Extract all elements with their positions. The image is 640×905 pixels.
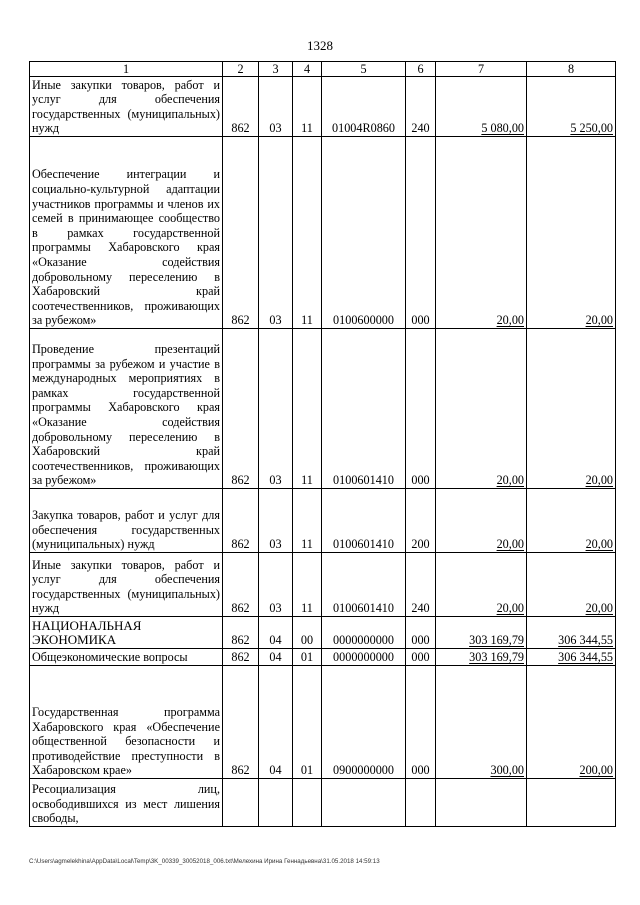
page-number: 1328	[307, 38, 333, 53]
table-row	[30, 489, 616, 553]
col-header-7: 7	[436, 62, 527, 77]
row-section: 04	[259, 666, 293, 779]
col-header-2: 2	[223, 62, 259, 77]
row-target-code: 0100601410	[322, 489, 406, 553]
row-subsection: 01	[293, 649, 322, 666]
row-name: Общеэкономические вопросы	[30, 649, 223, 666]
col-header-5: 5	[322, 62, 406, 77]
row-sum-2019: 20,00	[436, 489, 527, 553]
row-admin-code: 862	[223, 489, 259, 553]
row-name: Государственная программа Хабаровского края «Обеспечение общественной безопасности и противодействие преступности в Хабаровском крае»	[30, 666, 223, 779]
row-name: Обеспечение интеграции и социально-культурной адаптации участников программы и членов их семей в принимающее сообщество в рамках государственной программы Хабаровского края «Оказание содействия добровольному переселению в Хабаровский край соотечественников, проживающих за рубежом»	[30, 137, 223, 329]
row-target-code: 0900000000	[322, 666, 406, 779]
row-subsection: 00	[293, 617, 322, 649]
col-header-3: 3	[259, 62, 293, 77]
row-section: 03	[259, 329, 293, 489]
row-name: Иные закупки товаров, работ и услуг для обеспечения государственных (муниципальных) нужд	[30, 553, 223, 617]
row-expense-type	[406, 779, 436, 827]
row-sum-2020: 200,00	[527, 666, 616, 779]
row-admin-code: 862	[223, 649, 259, 666]
row-section: 04	[259, 617, 293, 649]
row-admin-code: 862	[223, 137, 259, 329]
row-sum-2020: 20,00	[527, 329, 616, 489]
row-target-code: 01004R0860	[322, 77, 406, 137]
budget-table	[29, 61, 616, 827]
row-sum-2019: 300,00	[436, 666, 527, 779]
row-section: 04	[259, 649, 293, 666]
row-subsection: 01	[293, 666, 322, 779]
row-target-code	[322, 779, 406, 827]
row-expense-type: 000	[406, 649, 436, 666]
row-admin-code: 862	[223, 553, 259, 617]
row-target-code: 0100601410	[322, 553, 406, 617]
row-name: Иные закупки товаров, работ и услуг для обеспечения государственных (муниципальных) нужд	[30, 77, 223, 137]
row-expense-type: 000	[406, 137, 436, 329]
row-expense-type: 000	[406, 329, 436, 489]
row-sum-2020: 20,00	[527, 553, 616, 617]
row-sum-2020	[527, 779, 616, 827]
row-subsection	[293, 779, 322, 827]
row-sum-2020: 20,00	[527, 137, 616, 329]
row-name: Закупка товаров, работ и услуг для обеспечения государственных (муниципальных) нужд	[30, 489, 223, 553]
table-row	[30, 779, 616, 827]
row-sum-2020: 306 344,55	[527, 617, 616, 649]
row-expense-type: 200	[406, 489, 436, 553]
row-target-code: 0100600000	[322, 137, 406, 329]
row-sum-2019: 303 169,79	[436, 617, 527, 649]
col-header-8: 8	[527, 62, 616, 77]
row-section: 03	[259, 489, 293, 553]
row-sum-2020: 5 250,00	[527, 77, 616, 137]
col-header-4: 4	[293, 62, 322, 77]
row-expense-type: 000	[406, 617, 436, 649]
file-path-footer: C:\Users\agmelekhina\AppData\Local\Temp\3K_00339_30052018_006.txt\Мелехина Ирина Геннадьевна\31.05.2018 14:59:13	[29, 858, 380, 865]
row-admin-code: 862	[223, 666, 259, 779]
row-name: НАЦИОНАЛЬНАЯ ЭКОНОМИКА	[30, 617, 223, 649]
row-admin-code: 862	[223, 77, 259, 137]
row-section	[259, 779, 293, 827]
row-admin-code: 862	[223, 617, 259, 649]
col-header-6: 6	[406, 62, 436, 77]
table-row	[30, 617, 616, 649]
table-row	[30, 77, 616, 137]
row-name: Ресоциализация лиц, освободившихся из мест лишения свободы,	[30, 779, 223, 827]
row-sum-2019	[436, 779, 527, 827]
row-sum-2019: 20,00	[436, 329, 527, 489]
row-sum-2019: 20,00	[436, 553, 527, 617]
row-target-code: 0000000000	[322, 617, 406, 649]
row-sum-2019: 5 080,00	[436, 77, 527, 137]
row-section: 03	[259, 553, 293, 617]
row-target-code: 0000000000	[322, 649, 406, 666]
row-subsection: 11	[293, 489, 322, 553]
row-section: 03	[259, 77, 293, 137]
row-target-code: 0100601410	[322, 329, 406, 489]
row-sum-2020: 20,00	[527, 489, 616, 553]
row-admin-code	[223, 779, 259, 827]
table-row	[30, 329, 616, 489]
row-sum-2020: 306 344,55	[527, 649, 616, 666]
row-admin-code: 862	[223, 329, 259, 489]
table-row	[30, 666, 616, 779]
row-expense-type: 000	[406, 666, 436, 779]
row-subsection: 11	[293, 137, 322, 329]
row-section: 03	[259, 137, 293, 329]
row-name: Проведение презентаций программы за рубежом и участие в международных мероприятиях в рамках государственной программы Хабаровского края «Оказание содействия добровольному переселению в Хабаровский край соотечественников, проживающих за рубежом»	[30, 329, 223, 489]
table-row	[30, 553, 616, 617]
row-subsection: 11	[293, 77, 322, 137]
row-subsection: 11	[293, 553, 322, 617]
row-sum-2019: 303 169,79	[436, 649, 527, 666]
row-subsection: 11	[293, 329, 322, 489]
table-row	[30, 137, 616, 329]
table-row	[30, 649, 616, 666]
header-row	[30, 62, 616, 77]
row-sum-2019: 20,00	[436, 137, 527, 329]
row-expense-type: 240	[406, 553, 436, 617]
col-header-1: 1	[30, 62, 223, 77]
row-expense-type: 240	[406, 77, 436, 137]
